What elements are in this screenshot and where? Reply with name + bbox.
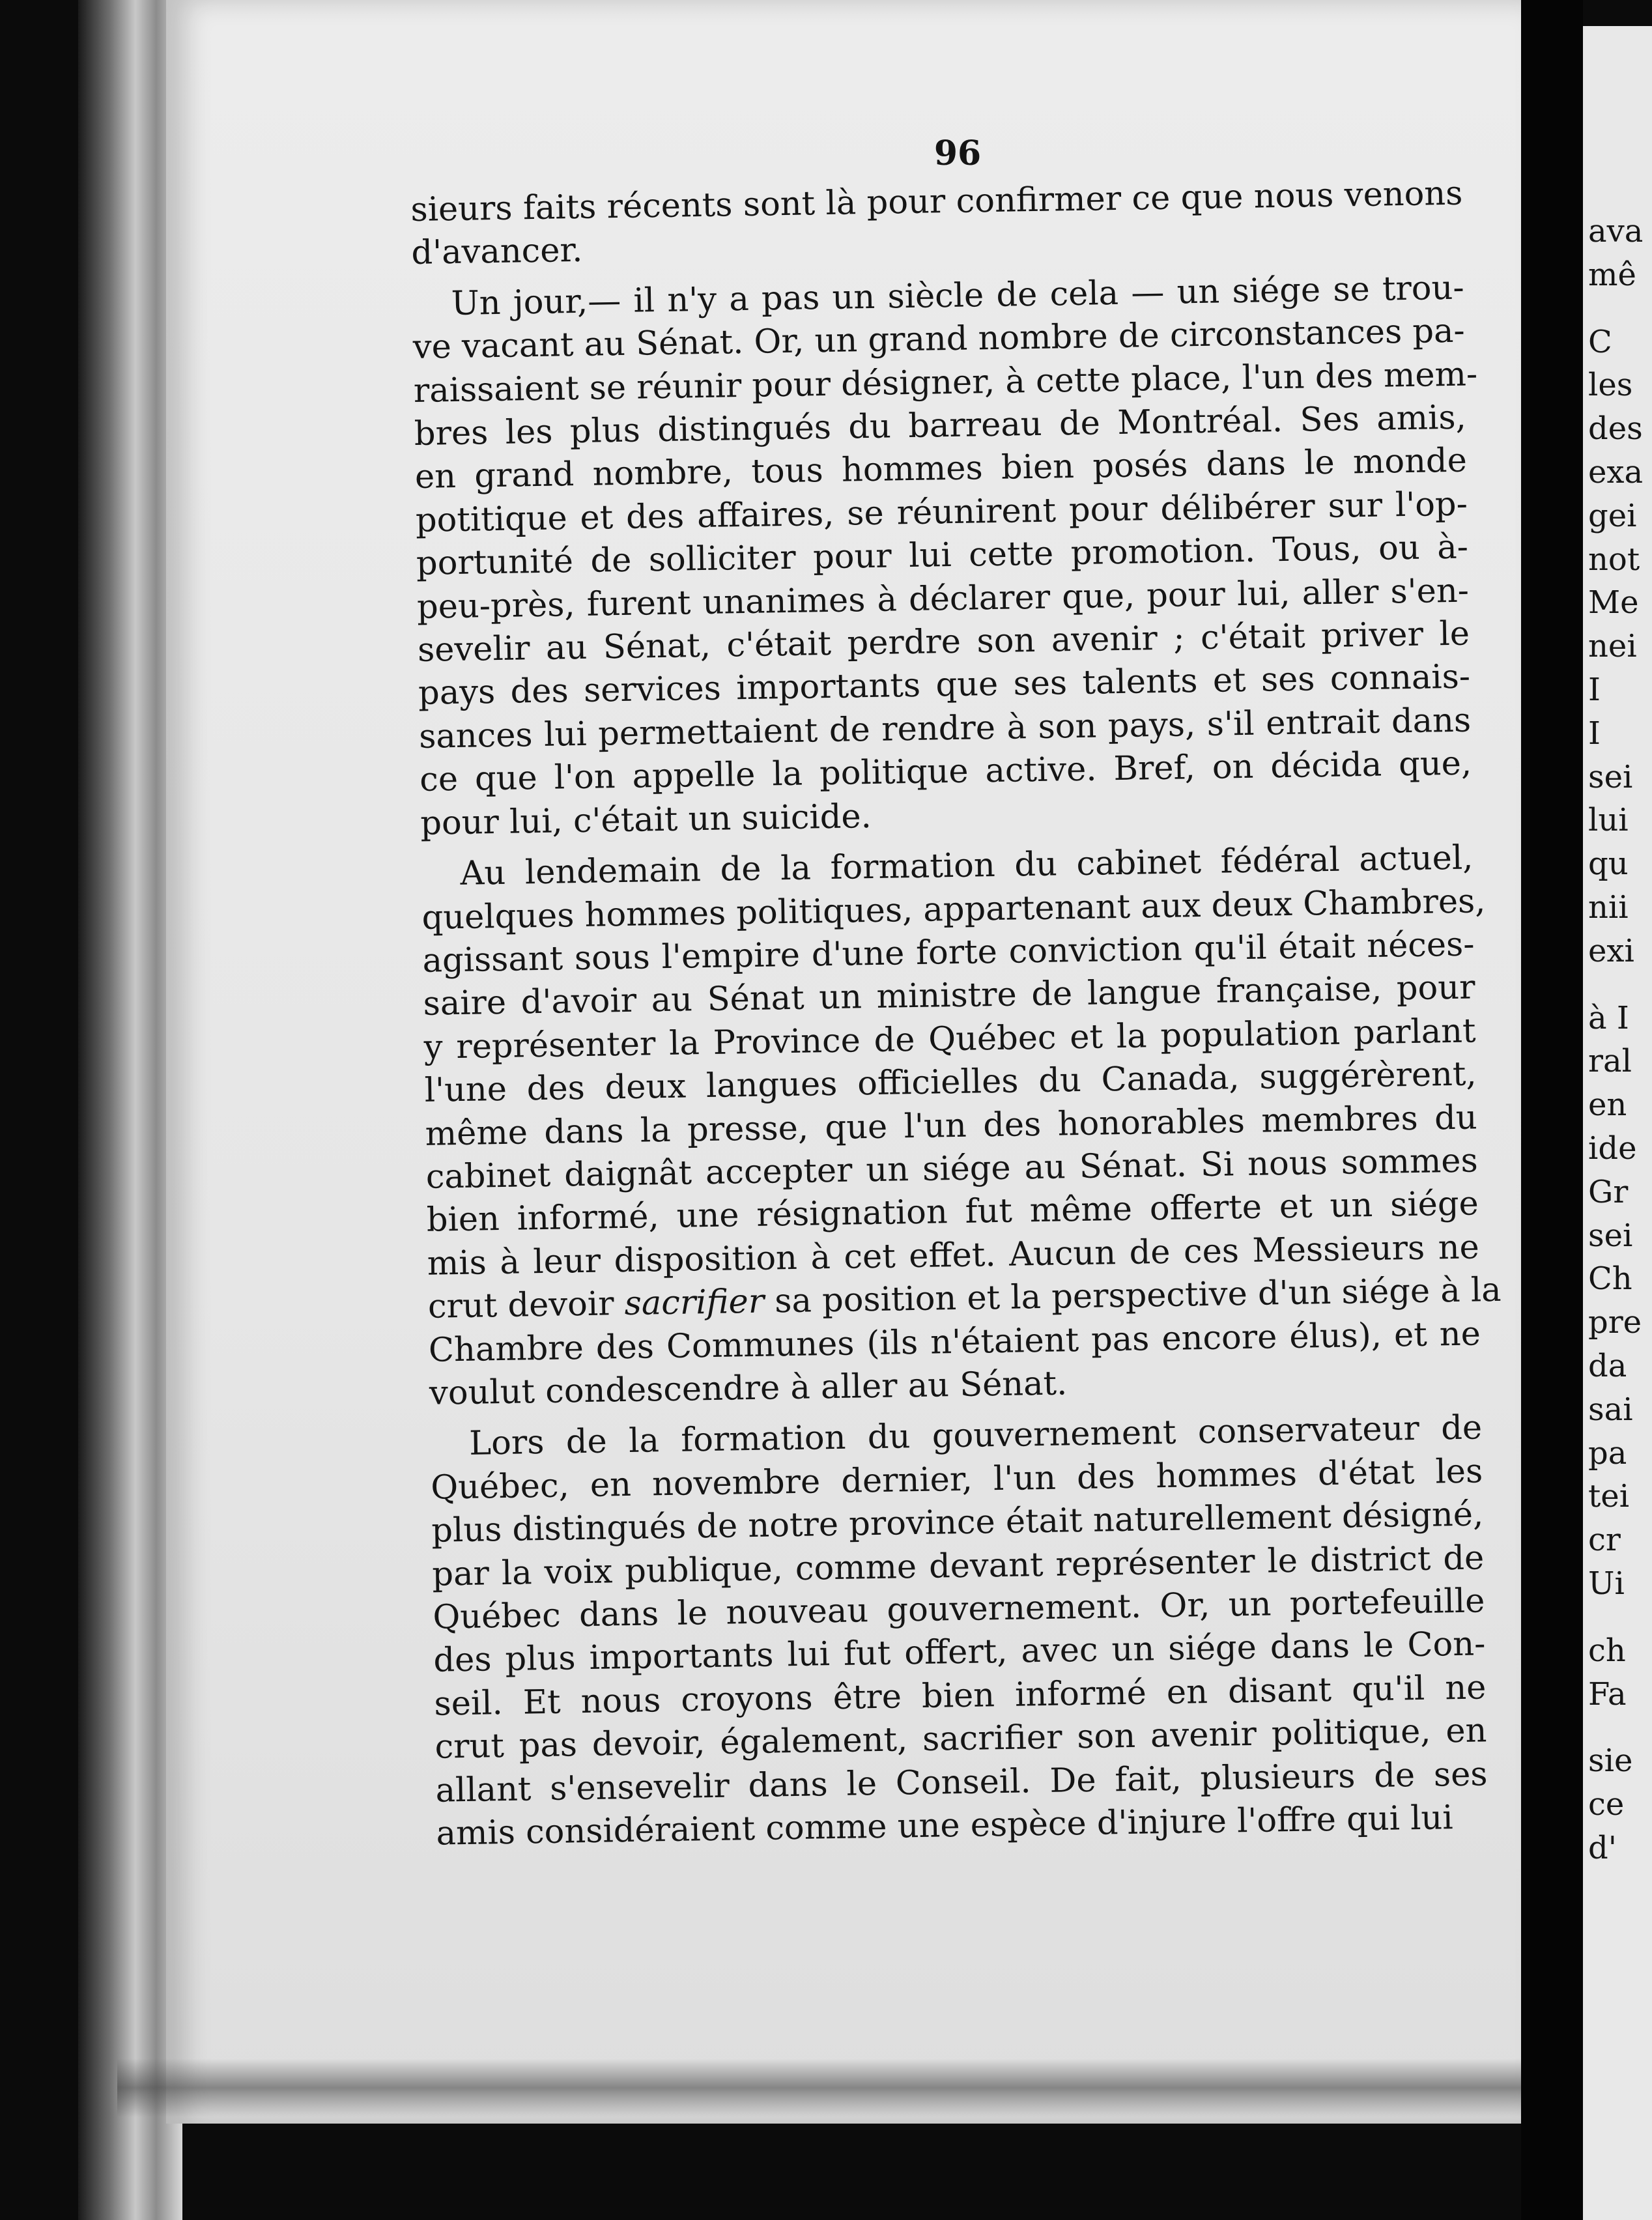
text-line: Québec, en novembre dernier, l'un des hommes d'état les [430, 1452, 1483, 1507]
text-line: y représenter la Province de Québec et la population parlant [423, 1012, 1476, 1067]
text-line: crut devoir sacrifier sa position et la perspective d'un siége à la [427, 1271, 1502, 1326]
right-page-fragment-line: Ui [1588, 1565, 1625, 1602]
right-page-fragment-line: en [1588, 1087, 1627, 1124]
right-page-fragment-line: nii [1588, 889, 1629, 926]
right-page-fragment-line: sie [1588, 1743, 1633, 1780]
text-line: potitique et des affaires, se réunirent pour délibérer sur l'op- [415, 485, 1468, 540]
right-page-fragment-line: à I [1588, 999, 1629, 1036]
right-page-fragment-line [1583, 1716, 1652, 1739]
text-line: d'avancer. [411, 231, 583, 273]
right-page-fragment-line: ch [1588, 1632, 1626, 1669]
right-page-fragment-line [1583, 1606, 1652, 1629]
text-line: portunité de solliciter pour lui cette promotion. Tous, ou à- [416, 528, 1469, 584]
text-line: pour lui, c'était un suicide. [420, 797, 872, 843]
text-line: bres les plus distingués du barreau de Montréal. Ses amis, [414, 398, 1467, 453]
right-page-fragment-line: not [1588, 541, 1640, 578]
paragraph [430, 1407, 1488, 1856]
right-page-fragment-line: ide [1588, 1130, 1637, 1167]
right-page-fragment-line: ce [1588, 1786, 1625, 1823]
right-page-fragment-line: sei [1588, 758, 1633, 795]
text-line: agissant sous l'empire d'une forte conviction qu'il était néces- [422, 925, 1475, 980]
right-page-fragment-line: mê [1588, 256, 1636, 293]
text-line: cabinet daignât accepter un siége au Sénat. Si nous sommes [425, 1141, 1479, 1197]
page-bottom-edge [117, 2058, 1531, 2117]
body-text [410, 173, 1502, 1864]
text-line: l'une des deux langues officielles du Canada, suggérèrent, [424, 1055, 1477, 1110]
right-page-fragment-line: ava [1588, 213, 1644, 249]
right-page-fragment-line: des [1588, 410, 1643, 448]
text-line: seil. Et nous croyons être bien informé en disant qu'il ne [434, 1668, 1487, 1724]
right-page-fragment-line: lui [1588, 802, 1629, 839]
text-line: mis à leur disposition à cet effet. Aucun de ces Messieurs ne [427, 1228, 1480, 1283]
right-page-fragment-line: pa [1588, 1434, 1627, 1472]
text-line: ce que l'on appelle la politique active. Bref, on décida que, [419, 744, 1472, 800]
right-page-fragment-line [1583, 297, 1652, 320]
text-line: sieurs faits récents sont là pour confirmer ce que nous venons [410, 174, 1463, 229]
text-line: saire d'avoir au Sénat un ministre de langue française, pour [423, 968, 1475, 1024]
text-line: sances lui permettaient de rendre à son pays, s'il entrait dans [418, 701, 1472, 756]
right-page-fragment-line: Ch [1588, 1260, 1632, 1298]
text-line: même dans la presse, que l'un des honorables membres du [425, 1098, 1478, 1154]
right-page-fragment [1583, 26, 1652, 2220]
right-page-fragment-line: exa [1588, 453, 1644, 491]
text-line: amis considéraient comme une espèce d'injure l'offre qui lui [436, 1799, 1454, 1853]
paragraph [412, 266, 1478, 846]
text-line: par la voix publique, comme devant représenter le district de [431, 1538, 1485, 1594]
right-page-fragment-line: les [1588, 367, 1633, 404]
paragraph [410, 173, 1464, 276]
right-page-lines [1583, 26, 1652, 1870]
right-page-fragment-line: da [1588, 1347, 1627, 1384]
right-page-fragment-line: sei [1588, 1217, 1633, 1254]
text-line: Au lendemain de la formation du cabinet fédéral actuel, [460, 838, 1474, 894]
text-line: Lors de la formation du gouvernement conservateur de [468, 1408, 1483, 1464]
text-line: Un jour,— il n'y a pas un siècle de cela — un siége se trou- [451, 268, 1465, 323]
text-line: sevelir au Sénat, c'était perdre son avenir ; c'était priver le [417, 614, 1470, 670]
right-page-fragment-line: Gr [1588, 1173, 1629, 1210]
text-line: crut pas devoir, également, sacrifier son avenir politique, en [434, 1711, 1487, 1767]
right-page-fragment-line: qu [1588, 846, 1629, 883]
page-divider [1521, 0, 1583, 2220]
text-line: voulut condescendre à aller au Sénat. [429, 1364, 1068, 1413]
right-page-fragment-line: pre [1588, 1304, 1642, 1341]
text-line: plus distingués de notre province était naturellement désigné, [431, 1495, 1484, 1550]
page-number: 96 [933, 134, 982, 173]
right-page-fragment-line: Fa [1588, 1675, 1627, 1713]
text-line: pays des services importants que ses talents et ses connais- [418, 658, 1471, 713]
right-page-fragment-line: C [1588, 323, 1612, 360]
text-line: des plus importants lui fut offert, avec un siége dans le Con- [433, 1625, 1486, 1681]
text-line: raissaient se réunir pour désigner, à cette place, l'un des mem- [413, 354, 1478, 410]
right-page-fragment-line: Me [1588, 584, 1639, 621]
right-page-fragment-line: cr [1588, 1522, 1621, 1559]
right-page-fragment-line: d' [1588, 1829, 1617, 1866]
right-page-fragment-line: tei [1588, 1478, 1630, 1515]
text-line: Chambre des Communes (ils n'étaient pas encore élus), et ne [428, 1314, 1481, 1370]
right-page-fragment-line: I [1588, 715, 1601, 752]
text-line: ve vacant au Sénat. Or, un grand nombre de circonstances pa- [412, 311, 1466, 367]
right-page-fragment-line: nei [1588, 628, 1637, 665]
text-line: allant s'ensevelir dans le Conseil. De fait, plusieurs de ses [435, 1754, 1488, 1810]
text-line: en grand nombre, tous hommes bien posés dans le monde [414, 442, 1468, 497]
right-page-fragment-line: ral [1588, 1043, 1632, 1080]
right-page-fragment-line: exi [1588, 932, 1634, 969]
text-line: peu-près, furent unanimes à déclarer que, pour lui, aller s'en- [416, 571, 1470, 627]
right-page-fragment-line [1583, 973, 1652, 997]
text-line: Québec dans le nouveau gouvernement. Or, un portefeuille [432, 1582, 1485, 1637]
right-page-fragment-line: I [1588, 671, 1601, 708]
right-page-fragment-line: gei [1588, 497, 1637, 534]
text-line: bien informé, une résignation fut même offerte et un siége [426, 1184, 1479, 1240]
text-line: quelques hommes politiques, appartenant aux deux Chambres, [421, 881, 1486, 937]
paragraph [421, 837, 1502, 1416]
right-page-fragment-line: sai [1588, 1391, 1633, 1428]
